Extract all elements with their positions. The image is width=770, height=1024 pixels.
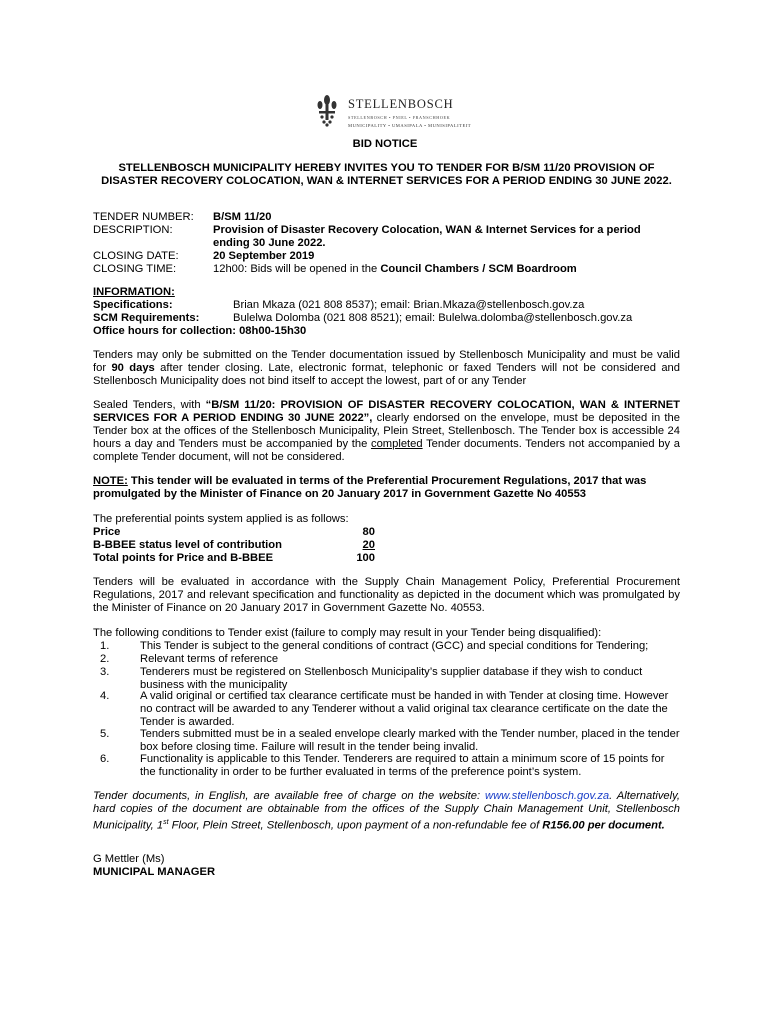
description-value-line2: ending 30 June 2022.: [213, 237, 326, 249]
closing-date-value: 20 September 2019: [213, 250, 315, 262]
intro-paragraph: STELLENBOSCH MUNICIPALITY HEREBY INVITES YOU TO TENDER FOR B/SM 11/20 PROVISION OF DISASTER RECOVERY COLOCATION, WAN & INTERNET SERVICES FOR A PERIOD ENDING 30 JUNE 2022.: [101, 162, 672, 187]
points-intro: The preferential points system applied is as follows:: [93, 513, 349, 525]
signatory-title: MUNICIPAL MANAGER: [93, 866, 216, 878]
logo-tagline: MUNICIPALITY • UMASIPALA • MUNISIPALITEIT: [348, 123, 472, 128]
documents-paragraph: Tender documents, in English, are available free of charge on the website: www.stellenbosch.gov.za. Alternatively, hard copies of the document are obtainable from the offices of the Supply Chain Management Unit, Stellenbosch Municipality, 1st Floor, Plein Street, Stellenbosch, upon payment of a non-refundable fee of R156.00 per document.: [93, 790, 680, 832]
logo-name: STELLENBOSCH: [348, 97, 454, 111]
specifications-contact: Brian Mkaza (021 808 8537); email: Brian.Mkaza@stellenbosch.gov.za: [233, 299, 585, 311]
completed-underline: completed: [370, 438, 423, 450]
information-heading: INFORMATION:: [93, 286, 175, 298]
closing-date-label: CLOSING DATE:: [93, 250, 179, 262]
condition-item: Functionality is applicable to this Tender. Tenderers are required to attain a minimum score of 15 points for the functionality in order to be further evaluated in terms of the preference point’s system.: [140, 753, 665, 778]
condition-number: 5.: [100, 728, 110, 740]
condition-item: This Tender is subject to the general conditions of contract (GCC) and special conditions for Tendering;: [140, 640, 649, 652]
closing-time-value: 12h00: Bids will be opened in the: [213, 263, 381, 275]
evaluation-paragraph: Tenders will be evaluated in accordance with the Supply Chain Management Policy, Preferential Procurement Regulations, 2017 and relevant specification and functionality as depicted in the document which was promulgated by the Minister of Finance on 20 January 2017 in Government Gazette No. 40553.: [93, 576, 680, 614]
points-row-bbbee-label: B-BBEE status level of contribution: [93, 539, 282, 551]
scm-requirements-contact: Bulelwa Dolomba (021 808 8521); email: Bulelwa.dolomba@stellenbosch.gov.za: [233, 312, 633, 324]
points-row-total-label: Total points for Price and B-BBEE: [93, 552, 274, 564]
tender-title-bold: “B/SM 11/20: PROVISION OF DISASTER RECOVERY COLOCATION, WAN & INTERNET SERVICES FOR A PERIOD ENDING 30 JUNE 2022”,: [93, 399, 680, 424]
logo-subtitle: STELLENBOSCH • PNIEL • FRANSCHHOEK: [348, 115, 451, 120]
closing-time-label: CLOSING TIME:: [93, 263, 177, 275]
sealed-tenders-paragraph: Sealed Tenders, with “B/SM 11/20: PROVISION OF DISASTER RECOVERY COLOCATION, WAN & INTERNET SERVICES FOR A PERIOD ENDING 30 JUNE 2022”, clearly endorsed on the envelope, must be deposited in the Tender box at the offices of the Stellenbosch Municipality, Plein Street, Stellenbosch. The Tender box is accessible 24 hours a day and Tenders must be accompanied by the completed Tender documents. Tenders not accompanied by a complete Tender document, will not be considered.: [93, 399, 680, 463]
condition-number: 2.: [100, 653, 110, 665]
closing-time-row: [93, 263, 673, 276]
note-paragraph: NOTE: This tender will be evaluated in terms of the Preferential Procurement Regulations, 2017 that was promulgated by the Minister of Finance on 20 January 2017 in Government Gazette No 40553: [93, 475, 647, 500]
validity-paragraph: Tenders may only be submitted on the Tender documentation issued by Stellenbosch Municipality and must be valid for 90 days after tender closing. Late, electronic format, telephonic or faxed Tenders will not be considered and Stellenbosch Municipality does not bind itself to accept the lowest, part of or any Tender: [93, 349, 680, 387]
closing-time-place: Council Chambers / SCM Boardroom: [380, 263, 577, 275]
closing-date-row: [93, 250, 673, 263]
condition-number: 1.: [100, 640, 110, 652]
description-value-line1: Provision of Disaster Recovery Colocation, WAN & Internet Services for a period: [213, 224, 641, 236]
tender-number-value: B/SM 11/20: [213, 211, 272, 223]
specifications-label: Specifications:: [93, 299, 173, 311]
description-row: [93, 224, 673, 237]
office-hours: Office hours for collection: 08h00-15h30: [93, 325, 307, 337]
specifications-row: [93, 299, 673, 312]
tender-number-label: TENDER NUMBER:: [93, 211, 194, 223]
signatory-name: G Mettler (Ms): [93, 853, 165, 865]
page-title: BID NOTICE: [352, 138, 418, 150]
points-row-bbbee-value: 20: [362, 539, 375, 551]
description-label: DESCRIPTION:: [93, 224, 173, 236]
condition-item: Tenderers must be registered on Stellenbosch Municipality’s supplier database if they wish to conduct business with the municipality: [140, 666, 643, 691]
condition-item: Tenders submitted must be in a sealed envelope clearly marked with the Tender number, placed in the tender box before closing time. Failure will result in the tender being invalid.: [140, 728, 680, 753]
scm-requirements-label: SCM Requirements:: [93, 312, 200, 324]
conditions-intro: The following conditions to Tender exist (failure to comply may result in your Tender being disqualified):: [93, 627, 602, 639]
points-row-total-value: 100: [356, 552, 375, 564]
note-label: NOTE:: [93, 475, 128, 487]
fee-amount: R156.00 per document.: [542, 819, 665, 832]
condition-item: Relevant terms of reference: [140, 653, 279, 665]
condition-item: A valid original or certified tax clearance certificate must be handed in with Tender at closing time. However no contract will be awarded to any Tenderer without a valid original tax clearance certificate on the date the Tender is awarded.: [140, 690, 669, 728]
website-link[interactable]: www.stellenbosch.gov.za: [485, 790, 610, 802]
description-row-continued: [93, 237, 673, 250]
validity-days: 90 days: [111, 362, 155, 374]
tender-number-row: [93, 211, 673, 224]
condition-number: 4.: [100, 690, 110, 702]
condition-number: 3.: [100, 666, 110, 678]
points-row-price-label: Price: [93, 526, 121, 538]
municipality-logo: [312, 94, 472, 128]
points-row-price-value: 80: [362, 526, 375, 538]
fleur-de-lis-icon: [312, 94, 342, 128]
condition-number: 6.: [100, 753, 110, 765]
scm-requirements-row: [93, 312, 673, 325]
